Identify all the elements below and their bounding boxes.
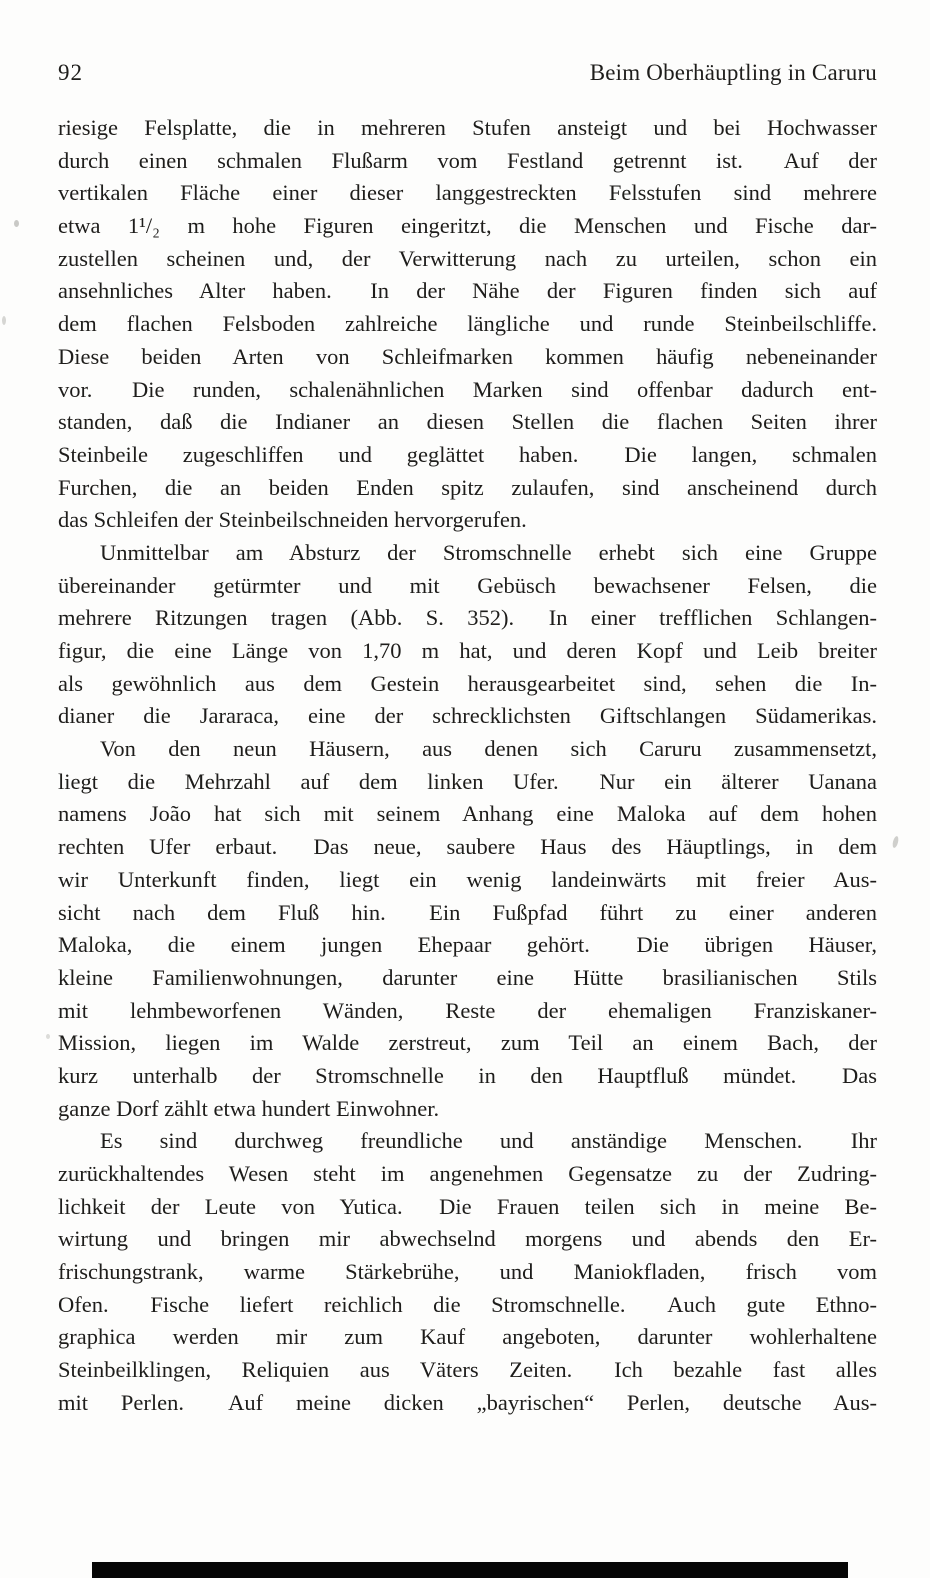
text-line: dianer die Jararaca, eine der schrecklichsten Giftschlangen Südamerikas. — [58, 703, 877, 729]
text-line: Mission, liegen im Walde zerstreut, zum Teil an einem Bach, der — [58, 1030, 877, 1056]
text-line: mit Perlen. Auf meine dicken „bayrischen“ Perlen, deutsche Aus- — [58, 1389, 877, 1415]
text-line: zustellen scheinen und, der Verwitterung nach zu urteilen, schon ein — [58, 245, 877, 271]
text-line: mit lehmbeworfenen Wänden, Reste der ehemaligen Franziskaner- — [58, 997, 877, 1023]
text-line: namens João hat sich mit seinem Anhang eine Maloka auf dem hohen — [58, 801, 877, 827]
text-line: wir Unterkunft finden, liegt ein wenig landeinwärts mit freier Aus- — [58, 866, 877, 892]
scan-artifact-bar — [92, 1562, 848, 1578]
text-line: Es sind durchweg freundliche und anständige Menschen. Ihr — [100, 1128, 877, 1154]
text-line: ganze Dorf zählt etwa hundert Einwohner. — [58, 1095, 440, 1121]
text-line: vertikalen Fläche einer dieser langgestreckten Felsstufen sind mehrere — [58, 180, 877, 206]
text-line: lichkeit der Leute von Yutica. Die Frauen teilen sich in meine Be- — [58, 1193, 877, 1219]
text-line: Furchen, die an beiden Enden spitz zulaufen, sind anscheinend durch — [58, 474, 877, 500]
page-header — [58, 58, 877, 88]
text-line: liegt die Mehrzahl auf dem linken Ufer. Nur ein älterer Uanana — [58, 768, 877, 794]
text-line: Ofen. Fische liefert reichlich die Stromschnelle. Auch gute Ethno- — [58, 1291, 877, 1317]
text-line: Steinbeile zugeschliffen und geglättet haben. Die langen, schmalen — [58, 441, 877, 467]
text-line: Maloka, die einem jungen Ehepaar gehört. Die übrigen Häuser, — [58, 932, 877, 958]
page-number: 92 — [58, 60, 83, 85]
text-line: sicht nach dem Fluß hin. Ein Fußpfad führt zu einer anderen — [58, 899, 877, 925]
text-line: Von den neun Häusern, aus denen sich Caruru zusammensetzt, — [100, 736, 877, 762]
text-line: dem flachen Felsboden zahlreiche längliche und runde Steinbeilschliffe. — [58, 311, 877, 337]
text-line: das Schleifen der Steinbeilschneiden hervorgerufen. — [58, 507, 527, 533]
text-line: Steinbeilklingen, Reliquien aus Väters Zeiten. Ich bezahle fast alles — [58, 1357, 877, 1383]
text-line: mehrere Ritzungen tragen (Abb. S. 352). In einer trefflichen Schlangen- — [58, 605, 877, 631]
text-line: übereinander getürmter und mit Gebüsch bewachsener Felsen, die — [58, 572, 877, 598]
text-line: kleine Familienwohnungen, darunter eine Hütte brasilianischen Stils — [58, 964, 877, 990]
text-line: zurückhaltendes Wesen steht im angenehmen Gegensatze zu der Zudring- — [58, 1161, 877, 1186]
text-line: frischungstrank, warme Stärkebrühe, und Maniokfladen, frisch vom — [58, 1259, 877, 1285]
text-line: kurz unterhalb der Stromschnelle in den Hauptfluß mündet. Das — [58, 1062, 877, 1088]
scan-speck — [46, 1034, 50, 1039]
text-line: durch einen schmalen Flußarm vom Festland getrennt ist. Auf der — [58, 147, 877, 173]
text-line: graphica werden mir zum Kauf angeboten, darunter wohlerhaltene — [58, 1324, 877, 1350]
text-line: ansehnliches Alter haben. In der Nähe der Figuren finden sich auf — [58, 278, 877, 304]
text-line: etwa 1¹/₂ m hohe Figuren eingeritzt, die Menschen und Fische dar- — [58, 213, 877, 239]
page-body — [58, 112, 877, 1420]
scan-speck — [2, 316, 6, 325]
text-line: rechten Ufer erbaut. Das neue, saubere Haus des Häuptlings, in dem — [58, 834, 877, 860]
text-line: Unmittelbar am Absturz der Stromschnelle erhebt sich eine Gruppe — [100, 539, 877, 565]
text-line: riesige Felsplatte, die in mehreren Stufen ansteigt und bei Hochwasser — [58, 115, 877, 140]
scan-speck — [14, 220, 19, 227]
text-line: figur, die eine Länge von 1,70 m hat, und deren Kopf und Leib breiter — [58, 638, 877, 663]
text-line: standen, daß die Indianer an diesen Stellen die flachen Seiten ihrer — [58, 409, 877, 435]
running-title: Beim Oberhäuptling in Caruru — [589, 60, 877, 85]
text-line: wirtung und bringen mir abwechselnd morgens und abends den Er- — [58, 1226, 877, 1252]
text-line: Diese beiden Arten von Schleifmarken kommen häufig nebeneinander — [58, 343, 877, 369]
text-line: als gewöhnlich aus dem Gestein herausgearbeitet sind, sehen die In- — [58, 670, 877, 696]
text-line: vor. Die runden, schalenähnlichen Marken sind offenbar dadurch ent- — [58, 376, 877, 402]
scan-speck — [892, 836, 900, 849]
